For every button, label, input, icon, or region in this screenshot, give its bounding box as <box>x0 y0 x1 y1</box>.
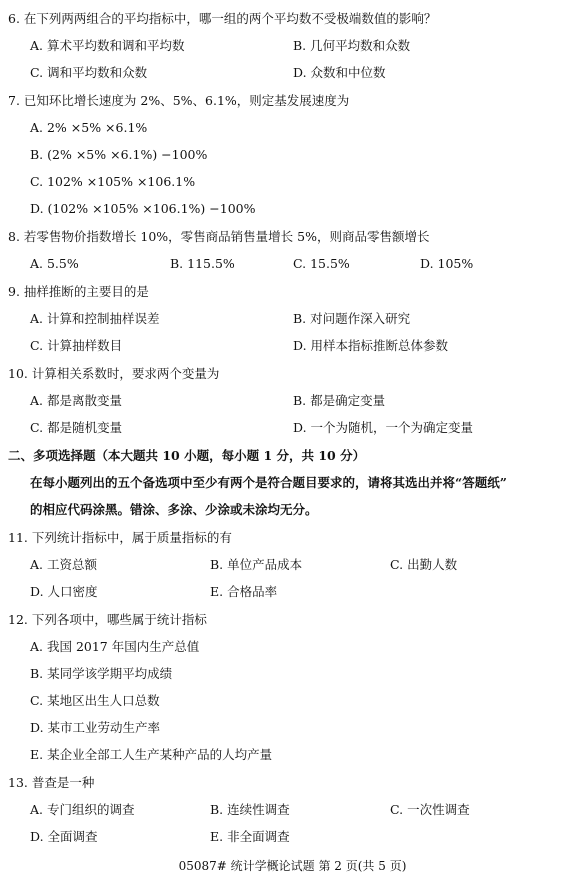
q7-option-d: D. (102% ×105% ×106.1%) −100% <box>30 201 256 216</box>
q11-option-b: B. 单位产品成本 <box>210 557 303 572</box>
q12-option-b: B. 某同学该学期平均成绩 <box>30 666 173 681</box>
q11-option-c: C. 出勤人数 <box>390 557 458 572</box>
q10-stem: 10. 计算相关系数时，要求两个变量为 <box>8 366 220 381</box>
q7-option-c: C. 102% ×105% ×106.1% <box>30 174 196 189</box>
q11-stem: 11. 下列统计指标中，属于质量指标的有 <box>8 530 232 545</box>
q7-option-a: A. 2% ×5% ×6.1% <box>30 120 148 135</box>
q12-option-c: C. 某地区出生人口总数 <box>30 693 160 708</box>
q9-stem: 9. 抽样推断的主要目的是 <box>8 284 149 299</box>
section-instruction-line1: 在每小题列出的五个备选项中至少有两个是符合题目要求的，请将其选出并将“答题纸” <box>30 475 507 490</box>
q7-stem: 7. 已知环比增长速度为 2%、5%、6.1%，则定基发展速度为 <box>8 93 350 108</box>
page-footer: 05087# 统计学概论试题 第 2 页(共 5 页) <box>178 859 407 873</box>
q8-option-d: D. 105% <box>420 256 474 271</box>
q6-option-a: A. 算术平均数和调和平均数 <box>30 38 185 53</box>
q9-option-a: A. 计算和控制抽样误差 <box>30 311 160 326</box>
q13-option-e: E. 非全面调查 <box>210 829 290 844</box>
section-title: 二、多项选择题（本大题共 10 小题，每小题 1 分，共 10 分） <box>8 448 366 463</box>
q9-option-d: D. 用样本指标推断总体参数 <box>293 338 449 353</box>
q6-option-c: C. 调和平均数和众数 <box>30 65 148 80</box>
q12-stem: 12. 下列各项中，哪些属于统计指标 <box>8 612 207 627</box>
q11-option-d: D. 人口密度 <box>30 584 98 599</box>
q6-stem: 6. 在下列两两组合的平均指标中，哪一组的两个平均数不受极端数值的影响？ <box>8 11 437 26</box>
q7-option-b: B. (2% ×5% ×6.1%) −100% <box>30 147 208 162</box>
section-instruction-line2: 的相应代码涂黑。错涂、多涂、少涂或未涂均无分。 <box>30 502 318 517</box>
q13-option-a: A. 专门组织的调查 <box>30 802 135 817</box>
q13-option-d: D. 全面调查 <box>30 829 98 844</box>
q10-option-c: C. 都是随机变量 <box>30 420 123 435</box>
q11-option-a: A. 工资总额 <box>30 557 97 572</box>
q8-option-b: B. 115.5% <box>170 256 235 271</box>
q13-option-b: B. 连续性调查 <box>210 802 290 817</box>
q13-option-c: C. 一次性调查 <box>390 802 470 817</box>
q8-option-a: A. 5.5% <box>30 256 79 271</box>
q10-option-d: D. 一个为随机，一个为确定变量 <box>293 420 474 435</box>
q12-option-e: E. 某企业全部工人生产某种产品的人均产量 <box>30 747 273 762</box>
q12-option-a: A. 我国 2017 年国内生产总值 <box>30 639 200 654</box>
q10-option-a: A. 都是离散变量 <box>30 393 122 408</box>
q9-option-b: B. 对问题作深入研究 <box>293 311 411 326</box>
q12-option-d: D. 某市工业劳动生产率 <box>30 720 161 735</box>
q11-option-e: E. 合格品率 <box>210 584 278 599</box>
q9-option-c: C. 计算抽样数目 <box>30 338 123 353</box>
q10-option-b: B. 都是确定变量 <box>293 393 386 408</box>
q6-option-b: B. 几何平均数和众数 <box>293 38 411 53</box>
q8-option-c: C. 15.5% <box>293 256 350 271</box>
q13-stem: 13. 普查是一种 <box>8 775 95 790</box>
q6-option-d: D. 众数和中位数 <box>293 65 386 80</box>
q8-stem: 8. 若零售物价指数增长 10%，零售商品销售量增长 5%，则商品零售额增长 <box>8 229 430 244</box>
